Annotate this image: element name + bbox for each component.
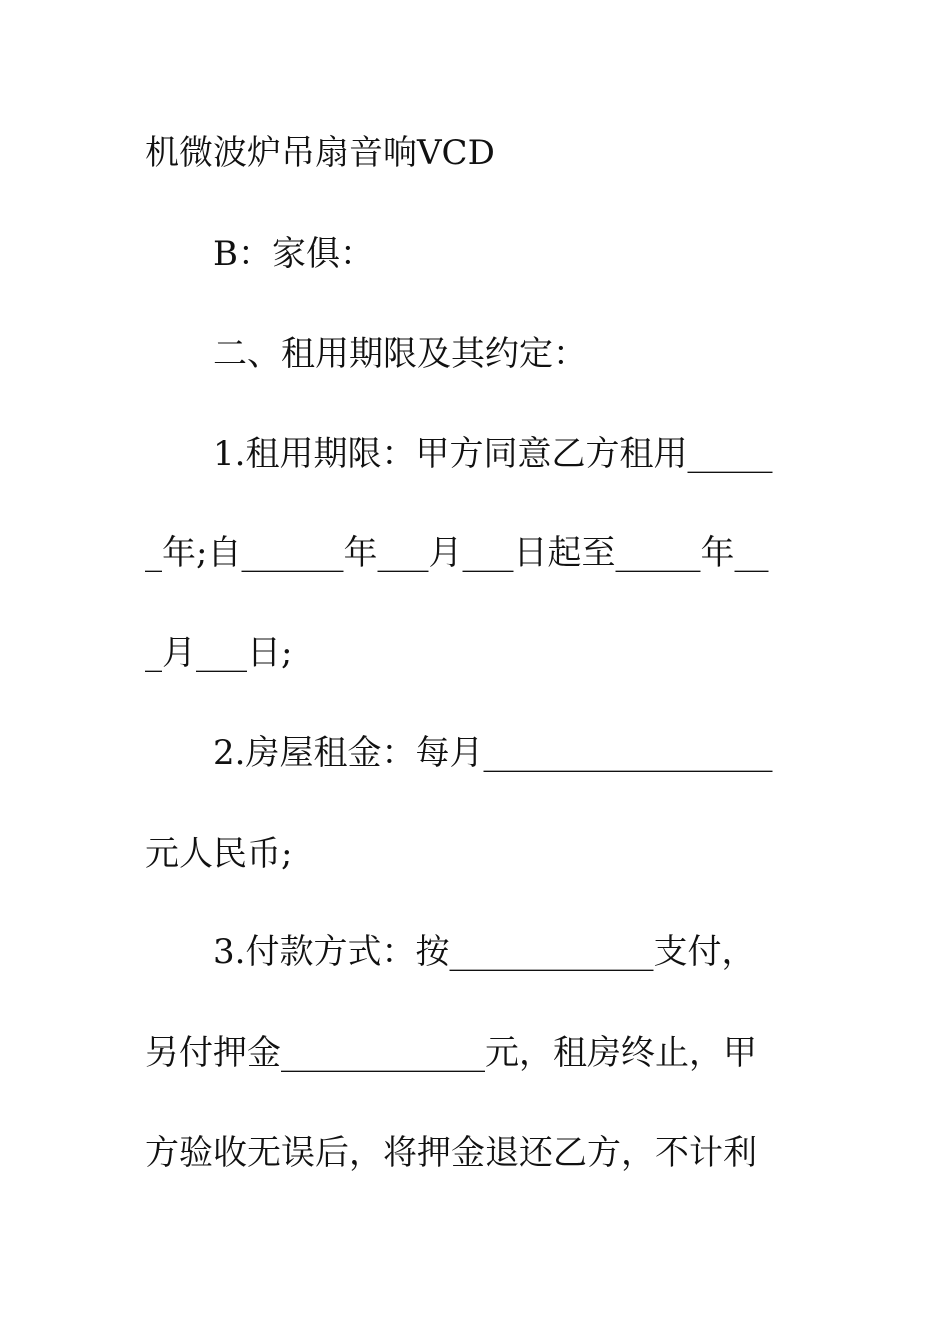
section-heading: 二、租用期限及其约定： xyxy=(213,334,587,374)
text-line: 机微波炉吊扇音响VCD xyxy=(145,133,495,173)
text-line: 3.付款方式：按____________支付， xyxy=(213,932,756,972)
text-line: 方验收无误后，将押金退还乙方，不计利 xyxy=(145,1133,757,1173)
text-line: B：家俱： xyxy=(213,234,374,274)
text-line: _年;自______年___月___日起至_____年__ xyxy=(145,533,769,573)
text-line: 2.房屋租金：每月_________________ xyxy=(213,733,773,773)
text-line: 元人民币; xyxy=(145,834,293,874)
text-line: 另付押金____________元，租房终止，甲 xyxy=(145,1033,757,1073)
text-line: 1.租用期限：甲方同意乙方租用_____ xyxy=(213,434,773,474)
text-line: _月___日; xyxy=(145,633,293,673)
